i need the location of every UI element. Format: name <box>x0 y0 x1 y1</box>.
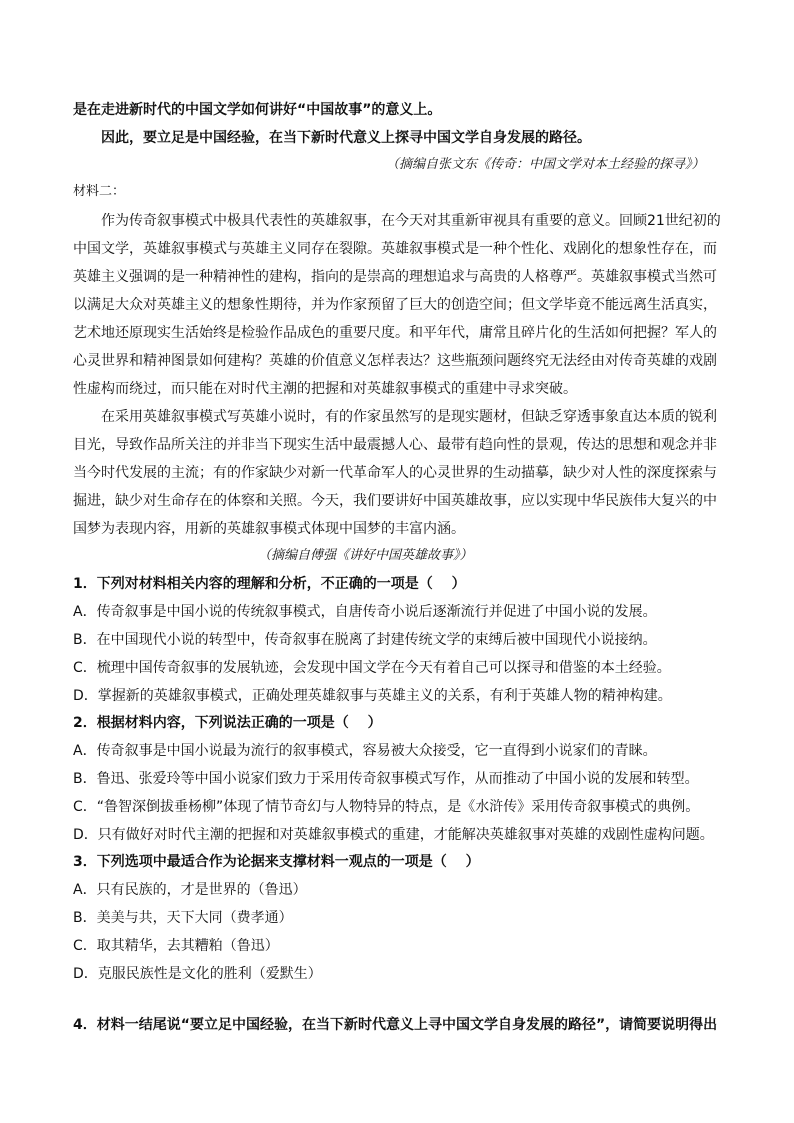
material2-p1-line: 艺术地还原现实生活始终是检验作品成色的重要尺度。和平年代，庸常且碎片化的生活如何把握？军人的 <box>73 325 717 341</box>
question-2-option-a: A．传奇叙事是中国小说最为流行的叙事模式，容易被大众接受，它一直得到小说家们的青睐。 <box>73 743 657 759</box>
material2-p2-line: 当今时代发展的主流；有的作家缺少对新一代革命军人的心灵世界的生动描摹，缺少对人性的深度探索与 <box>73 465 717 481</box>
material2-p1-line: 中国文学，英雄叙事模式与英雄主义同存在裂隙。英雄叙事模式是一种个性化、戏剧化的想象性存在，而 <box>73 241 717 257</box>
question-1-stem: 1．下列对材料相关内容的理解和分析，不正确的一项是（ ） <box>73 576 466 592</box>
material2-p1-line: 以满足大众对英雄主义的想象性期待，并为作家预留了巨大的创造空间；但文学毕竟不能远离生活真实， <box>73 297 717 313</box>
question-2-option-b: B．鲁迅、张爱玲等中国小说家们致力于采用传奇叙事模式写作，从而推动了中国小说的发展和转型。 <box>73 771 699 787</box>
material2-p1-line: 作为传奇叙事模式中极具代表性的英雄叙事，在今天对其重新审视具有重要的意义。回顾21世纪初的 <box>101 213 721 229</box>
intro-line-2: 因此，要立足是中国经验，在当下新时代意义上探寻中国文学自身发展的路径。 <box>101 130 591 146</box>
material2-p2-line: 掘进，缺少对生命存在的体察和关照。今天，我们要讲好中国英雄故事，应以实现中华民族伟大复兴的中 <box>73 493 717 509</box>
question-2-option-c: C．“鲁智深倒拔垂杨柳”体现了情节奇幻与人物特异的特点，是《水浒传》采用传奇叙事模式的典例。 <box>73 799 700 815</box>
material2-p1-line: 心灵世界和精神图景如何建构？英雄的价值意义怎样表达？这些瓶颈问题终究无法经由对传奇英雄的戏剧 <box>73 353 717 369</box>
question-4-stem: 4．材料一结尾说“要立足中国经验，在当下新时代意义上寻中国文学自身发展的路径”，请简要说明得出 <box>73 1017 718 1033</box>
material2-label: 材料二： <box>73 184 126 199</box>
material2-p1-line: 性虚构而绕过，而只能在对时代主潮的把握和对英雄叙事模式的重建中寻求突破。 <box>73 381 577 397</box>
question-1-option-d: D．掌握新的英雄叙事模式，正确处理英雄叙事与英雄主义的关系，有利于英雄人物的精神构建。 <box>73 688 672 704</box>
question-3-option-a: A．只有民族的，才是世界的（鲁迅） <box>73 882 307 898</box>
citation-1: （摘编自张文东《传奇：中国文学对本土经验的探寻》） <box>386 157 705 172</box>
intro-line-1: 是在走进新时代的中国文学如何讲好“中国故事”的意义上。 <box>73 102 442 118</box>
question-3-option-d: D．克服民族性是文化的胜利（爱默生） <box>73 966 322 982</box>
citation-2: （摘编自傅强《讲好中国英雄故事》） <box>258 548 473 563</box>
question-2-stem: 2．根据材料内容，下列说法正确的一项是（ ） <box>73 715 382 731</box>
question-3-option-b: B．美美与共，天下大同（费孝通） <box>73 910 293 926</box>
question-2-option-d: D．只有做好对时代主潮的把握和对英雄叙事模式的重建，才能解决英雄叙事对英雄的戏剧性虚构问题。 <box>73 827 714 843</box>
material2-p2-line: 在采用英雄叙事模式写英雄小说时，有的作家虽然写的是现实题材，但缺乏穿透事象直达本质的锐利 <box>101 409 717 425</box>
material2-p2-line: 国梦为表现内容，用新的英雄叙事模式体现中国梦的丰富内涵。 <box>73 521 465 537</box>
material2-p2-line: 目光，导致作品所关注的并非当下现实生活中最震撼人心、最带有趋向性的景观，传达的思想和观念并非 <box>73 437 717 453</box>
question-1-option-b: B．在中国现代小说的转型中，传奇叙事在脱离了封建传统文学的束缚后被中国现代小说接纳。 <box>73 632 657 648</box>
material2-p1-line: 英雄主义强调的是一种精神性的建构，指向的是崇高的理想追求与高贵的人格尊严。英雄叙事模式当然可 <box>73 269 717 285</box>
question-1-option-a: A．传奇叙事是中国小说的传统叙事模式，自唐传奇小说后逐渐流行并促进了中国小说的发展。 <box>73 604 657 620</box>
question-3-option-c: C．取其精华，去其糟粕（鲁迅） <box>73 938 279 954</box>
question-3-stem: 3．下列选项中最适合作为论据来支撑材料一观点的一项是（ ） <box>73 854 480 870</box>
question-1-option-c: C．梳理中国传奇叙事的发展轨迹，会发现中国文学在今天有着自己可以探寻和借鉴的本土经验。 <box>73 660 671 676</box>
